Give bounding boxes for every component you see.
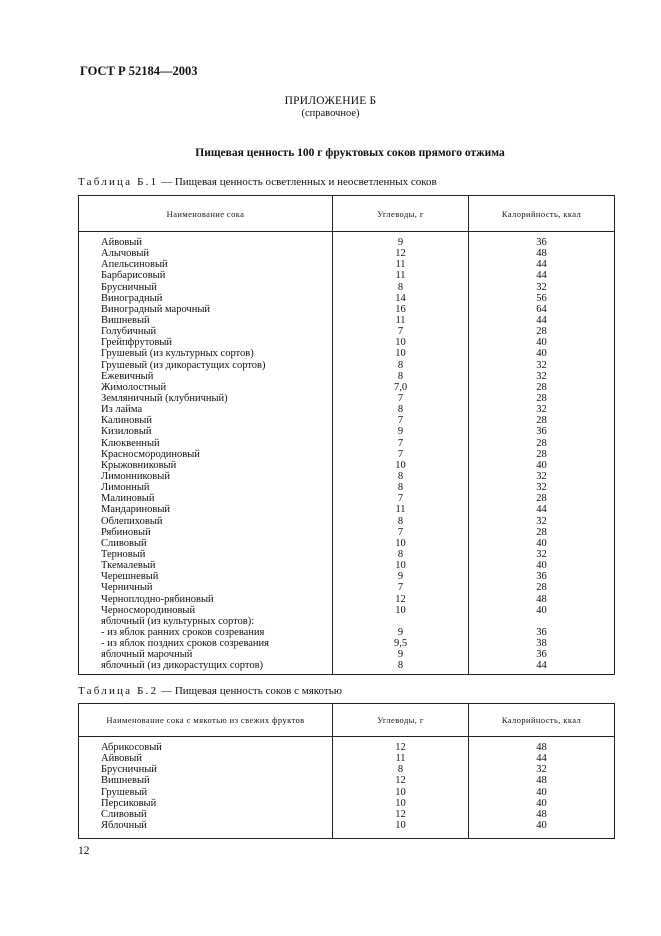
table-cell-calories: 44	[536, 270, 547, 282]
table-cell-calories: 44	[536, 753, 547, 765]
table-cell-carbs: 7	[397, 437, 404, 449]
table-cell-calories: 36	[536, 626, 547, 638]
table-cell-carbs: 16	[395, 303, 406, 315]
table-cell-carbs	[333, 616, 468, 627]
table-cell-calories: 44	[536, 314, 547, 326]
table-cell-name: - из яблок ранних сроков созревания	[101, 626, 265, 638]
table-cell-calories: 48	[536, 742, 547, 753]
table-cell-calories: 36	[536, 426, 547, 438]
table-cell-calories: 28	[536, 381, 547, 393]
table-cell-calories	[469, 616, 614, 627]
table-cell-calories: 32	[536, 404, 547, 416]
table-cell-name: Красносмородиновый	[101, 448, 200, 460]
table-cell-carbs: 9	[397, 237, 404, 248]
table-cell-calories: 36	[536, 649, 547, 661]
table-cell-carbs: 11	[395, 259, 406, 271]
table-cell-name: яблочный (из дикорастущих сортов)	[101, 660, 264, 672]
table-cell-calories: 48	[536, 808, 547, 820]
table-cell-name: Грейпфрутовый	[101, 337, 173, 349]
table-cell-carbs: 7	[397, 448, 404, 460]
table1-col-carbs: Углеводы, г	[332, 196, 468, 231]
table2-names-column	[79, 737, 332, 838]
table-cell-name: Виноградный	[101, 292, 163, 304]
table2-carbs-column	[332, 737, 468, 838]
table1-carbs-column	[332, 232, 468, 674]
table-cell-carbs: 8	[397, 482, 404, 494]
table-cell-carbs: 12	[395, 248, 406, 260]
table-cell-name: Малиновый	[101, 493, 155, 505]
table-cell-calories: 28	[536, 437, 547, 449]
table-cell-calories: 44	[536, 660, 547, 672]
table-cell-name: Черешневый	[101, 571, 159, 583]
table2-caption	[78, 685, 342, 697]
table2-header	[79, 704, 614, 737]
table1-header	[79, 196, 614, 232]
table-cell-carbs: 10	[395, 604, 406, 616]
table-cell-name: Айвовый	[101, 237, 142, 248]
table-cell-carbs: 9	[397, 649, 404, 661]
table2-body	[79, 737, 614, 838]
table-cell-calories: 48	[536, 593, 547, 605]
table-cell-name: Алычовый	[101, 248, 150, 260]
table-cell-carbs: 8	[397, 548, 404, 560]
table-cell-name: Брусничный	[101, 281, 157, 293]
table-cell-calories: 40	[536, 337, 547, 349]
table-cell-calories: 32	[536, 515, 547, 527]
table-cell-carbs: 10	[395, 537, 406, 549]
table1-col-calories: Калорийность, ккал	[468, 196, 614, 231]
table-cell-carbs: 8	[397, 370, 404, 382]
table-cell-name: Кизиловый	[101, 426, 152, 438]
table-cell-calories: 40	[536, 786, 547, 798]
table-cell-calories: 28	[536, 493, 547, 505]
table-cell-name: Клюквенный	[101, 437, 160, 449]
table2-col-name: Наименование сока с мякотью из свежих фруктов	[106, 715, 305, 725]
table-cell-name: Калиновый	[101, 415, 152, 427]
table-cell-calories: 40	[536, 560, 547, 572]
table-cell-name: Вишневый	[101, 775, 150, 787]
table-cell-calories: 28	[536, 326, 547, 338]
table-cell-carbs: 8	[397, 764, 404, 776]
table-cell-name: Терновый	[101, 548, 146, 560]
table-cell-calories: 32	[536, 359, 547, 371]
table-cell-calories: 40	[536, 348, 547, 360]
table-cell-name: Крыжовниковый	[101, 459, 177, 471]
table2-col-calories: Калорийность, ккал	[468, 704, 614, 736]
table-cell-calories: 40	[536, 797, 547, 809]
table-cell-carbs: 9,5	[393, 638, 408, 650]
table1-caption	[78, 176, 437, 188]
table-cell-calories: 48	[536, 248, 547, 260]
table-cell-name: Персиковый	[101, 797, 157, 809]
table-cell-name: Брусничный	[101, 764, 157, 776]
table2-caption-label: Таблица Б.2	[78, 685, 159, 697]
table-cell-carbs: 7	[397, 326, 404, 338]
table-cell-name: Черноплодно-рябиновый	[101, 593, 214, 605]
table-cell-carbs: 10	[395, 459, 406, 471]
table-cell-name: Абрикосовый	[101, 742, 162, 753]
table-cell-name: Черносмородиновый	[101, 604, 196, 616]
table-cell-carbs: 8	[397, 404, 404, 416]
table-cell-carbs: 7	[397, 493, 404, 505]
table-cell-carbs: 8	[397, 470, 404, 482]
table-cell-name: Ежевичный	[101, 370, 154, 382]
table-cell-calories: 32	[536, 764, 547, 776]
table-cell-calories: 28	[536, 392, 547, 404]
table1-col-name: Наименование сока	[166, 208, 245, 219]
table2-calories-column	[468, 737, 614, 838]
table-cell-calories: 44	[536, 504, 547, 516]
table-cell-carbs: 8	[397, 359, 404, 371]
table-cell-name: яблочный (из культурных сортов):	[101, 615, 255, 627]
table-cell-carbs: 7,0	[393, 381, 408, 393]
table-cell-name: Сливовый	[101, 537, 147, 549]
table-1	[78, 195, 615, 675]
table-cell-carbs: 10	[395, 797, 406, 809]
table-cell-calories: 28	[536, 582, 547, 594]
table-cell-name: Черничный	[101, 582, 153, 594]
table-cell-name: Голубичный	[101, 326, 157, 338]
table-cell-carbs: 12	[395, 808, 406, 820]
table-cell-calories: 32	[536, 281, 547, 293]
table-cell-carbs: 10	[395, 337, 406, 349]
table-cell-carbs: 10	[395, 786, 406, 798]
table-cell-calories: 32	[536, 370, 547, 382]
table-cell-carbs: 8	[397, 281, 404, 293]
table-cell-carbs: 7	[397, 392, 404, 404]
table-cell-name: Виноградный марочный	[101, 303, 211, 315]
table-cell-name: Сливовый	[101, 808, 147, 820]
table1-caption-text: — Пищевая ценность осветленных и неосветленных соков	[158, 176, 437, 188]
table-cell-calories: 32	[536, 470, 547, 482]
table-cell-carbs: 8	[397, 515, 404, 527]
table-cell-name: Рябиновый	[101, 526, 151, 538]
annex-subtitle: (справочное)	[301, 108, 360, 119]
table-cell-carbs: 10	[395, 348, 406, 360]
table-cell-carbs: 9	[397, 426, 404, 438]
table-cell-calories: 36	[536, 571, 547, 583]
table-cell-calories: 28	[536, 448, 547, 460]
table-cell-carbs: 7	[397, 582, 404, 594]
table-cell-name: Ткемалевый	[101, 560, 156, 572]
table1-body	[79, 232, 614, 674]
table-cell-name: Лимонниковый	[101, 470, 170, 482]
table-cell-calories: 28	[536, 415, 547, 427]
table-cell-carbs: 10	[395, 819, 406, 831]
table-cell-calories: 64	[536, 303, 547, 315]
table-cell-calories: 40	[536, 604, 547, 616]
table-cell-name: Облепиховый	[101, 515, 163, 527]
table-cell-name: Грушевый (из дикорастущих сортов)	[101, 359, 266, 371]
table-2	[78, 703, 615, 839]
table2-caption-text: — Пищевая ценность соков с мякотью	[158, 685, 342, 697]
table-cell-carbs: 9	[397, 571, 404, 583]
table-cell-name: Айвовый	[101, 753, 142, 765]
page-number: 12	[78, 845, 90, 857]
table-cell-carbs: 10	[395, 560, 406, 572]
table-cell-carbs: 14	[395, 292, 406, 304]
table-cell-name: Лимонный	[101, 482, 150, 494]
table-cell-calories: 32	[536, 548, 547, 560]
table-cell-calories: 28	[536, 526, 547, 538]
table-cell-carbs: 12	[395, 775, 406, 787]
table2-col-carbs: Углеводы, г	[332, 704, 468, 736]
table1-caption-label: Таблица Б.1	[78, 176, 159, 188]
table-cell-carbs: 7	[397, 526, 404, 538]
table-cell-carbs: 12	[395, 742, 406, 753]
table-cell-name: Мандариновый	[101, 504, 170, 516]
table-cell-calories: 56	[536, 292, 547, 304]
table-cell-calories: 40	[536, 537, 547, 549]
table-cell-name: Из лайма	[101, 404, 143, 416]
table1-calories-column	[468, 232, 614, 674]
table-cell-carbs: 11	[395, 753, 406, 765]
table-cell-carbs: 11	[395, 270, 406, 282]
table-cell-name: яблочный марочный	[101, 649, 193, 661]
table-cell-carbs: 7	[397, 415, 404, 427]
table-cell-name: Яблочный	[101, 819, 147, 831]
table-cell-carbs: 9	[397, 626, 404, 638]
table-cell-name: Вишневый	[101, 314, 150, 326]
table-cell-name: Земляничный (клубничный)	[101, 392, 228, 404]
annex-title: ПРИЛОЖЕНИЕ Б	[284, 95, 377, 107]
table-cell-carbs: 8	[397, 660, 404, 672]
table-cell-calories: 44	[536, 259, 547, 271]
main-title: Пищевая ценность 100 г фруктовых соков прямого отжима	[195, 147, 505, 159]
table-cell-name: Грушевый	[101, 786, 148, 798]
table-cell-carbs: 11	[395, 314, 406, 326]
table-cell-calories: 40	[536, 819, 547, 831]
table-cell-calories: 38	[536, 638, 547, 650]
table-cell-calories: 32	[536, 482, 547, 494]
table-cell-name: Жимолостный	[101, 381, 167, 393]
table1-names-column	[79, 232, 332, 674]
table-cell-carbs: 12	[395, 593, 406, 605]
table-cell-calories: 48	[536, 775, 547, 787]
table-cell-name: Апельсиновый	[101, 259, 168, 271]
document-header: ГОСТ Р 52184—2003	[80, 64, 198, 78]
table-cell-name: Барбарисовый	[101, 270, 166, 282]
table-cell-carbs: 11	[395, 504, 406, 516]
table-cell-name: - из яблок поздних сроков созревания	[101, 638, 269, 650]
table-cell-calories: 40	[536, 459, 547, 471]
table-cell-name: Грушевый (из культурных сортов)	[101, 348, 254, 360]
table-cell-calories: 36	[536, 237, 547, 248]
